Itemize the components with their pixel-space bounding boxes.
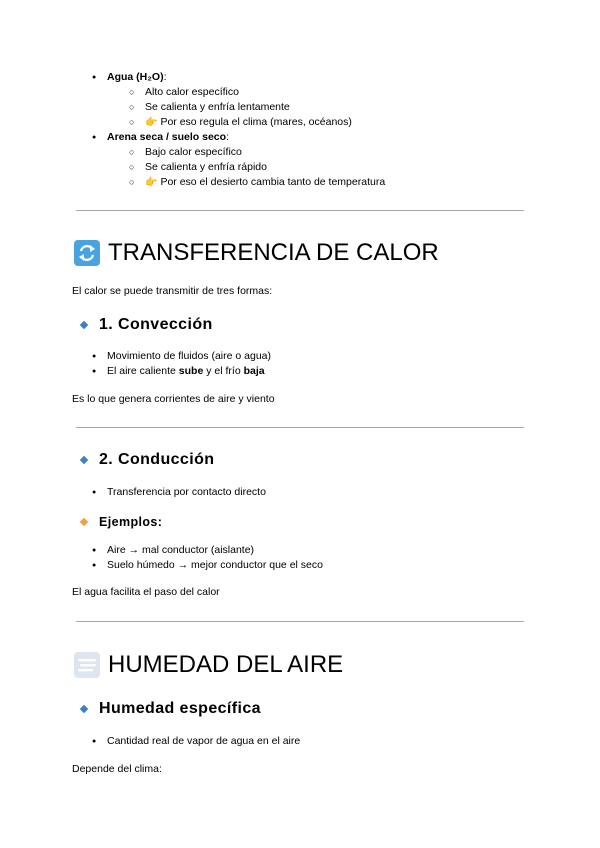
specific-heat-list [92, 70, 385, 190]
convection-list [92, 349, 271, 379]
section-title-transfer: TRANSFERENCIA DE CALOR [74, 239, 439, 267]
cycle-arrows-icon [74, 240, 100, 266]
blue-diamond-icon [80, 456, 88, 464]
section-title-humidity: HUMEDAD DEL AIRE [74, 651, 343, 679]
list-item: ● Suelo húmedo → mejor conductor que el seco [92, 558, 323, 573]
divider [76, 621, 524, 622]
list-item: ● Cantidad real de vapor de agua en el aire [92, 734, 300, 749]
transfer-intro: El calor se puede transmitir de tres formas: [72, 285, 273, 297]
pointing-hand-icon: 👉 [145, 177, 158, 188]
list-item: ○ Alto calor específico [129, 85, 385, 100]
sand-sublist [129, 145, 385, 190]
specific-humidity-note: Depende del clima: [72, 763, 162, 775]
conduction-note: El agua facilita el paso del calor [72, 586, 220, 598]
conduction-list [92, 485, 266, 500]
fog-icon [74, 652, 100, 678]
list-item: ● Agua (H₂O): ○ Alto calor específico ○ Se calienta y enfría lentamente ○ 👉 Por eso regula el clima (mares, océanos) [92, 70, 385, 130]
water-label: Agua (H₂O) [107, 71, 164, 83]
sand-label: Arena seca / suelo seco [107, 131, 227, 143]
divider [76, 427, 524, 428]
list-item: ○ Se calienta y enfría rápido [129, 160, 385, 175]
divider [76, 210, 524, 211]
list-item: ○ 👉 Por eso el desierto cambia tanto de temperatura [129, 175, 385, 190]
water-sublist [129, 85, 385, 130]
list-item: ● Arena seca / suelo seco: ○ Bajo calor específico ○ Se calienta y enfría rápido ○ 👉 Por eso el desierto cambia tanto de temperatura [92, 130, 385, 190]
heading-convection: 1. Convección [78, 316, 213, 334]
blue-diamond-icon [80, 321, 88, 329]
list-item: ○ 👉 Por eso regula el clima (mares, océanos) [129, 115, 385, 130]
convection-note: Es lo que genera corrientes de aire y viento [72, 393, 275, 405]
list-item: ● El aire caliente sube y el frío baja [92, 364, 271, 379]
heading-conduction: 2. Conducción [78, 451, 214, 469]
blue-diamond-icon [80, 705, 88, 713]
heading-examples: Ejemplos: [78, 515, 162, 529]
list-item: ○ Bajo calor específico [129, 145, 385, 160]
list-item: ● Aire → mal conductor (aislante) [92, 543, 323, 558]
pointing-hand-icon: 👉 [145, 117, 158, 128]
list-item: ● Movimiento de fluidos (aire o agua) [92, 349, 271, 364]
list-item: ● Transferencia por contacto directo [92, 485, 266, 500]
orange-diamond-icon [80, 518, 88, 526]
heading-specific-humidity: Humedad específica [78, 700, 261, 718]
examples-list [92, 543, 323, 573]
list-item: ○ Se calienta y enfría lentamente [129, 100, 385, 115]
specific-humidity-list [92, 734, 300, 749]
